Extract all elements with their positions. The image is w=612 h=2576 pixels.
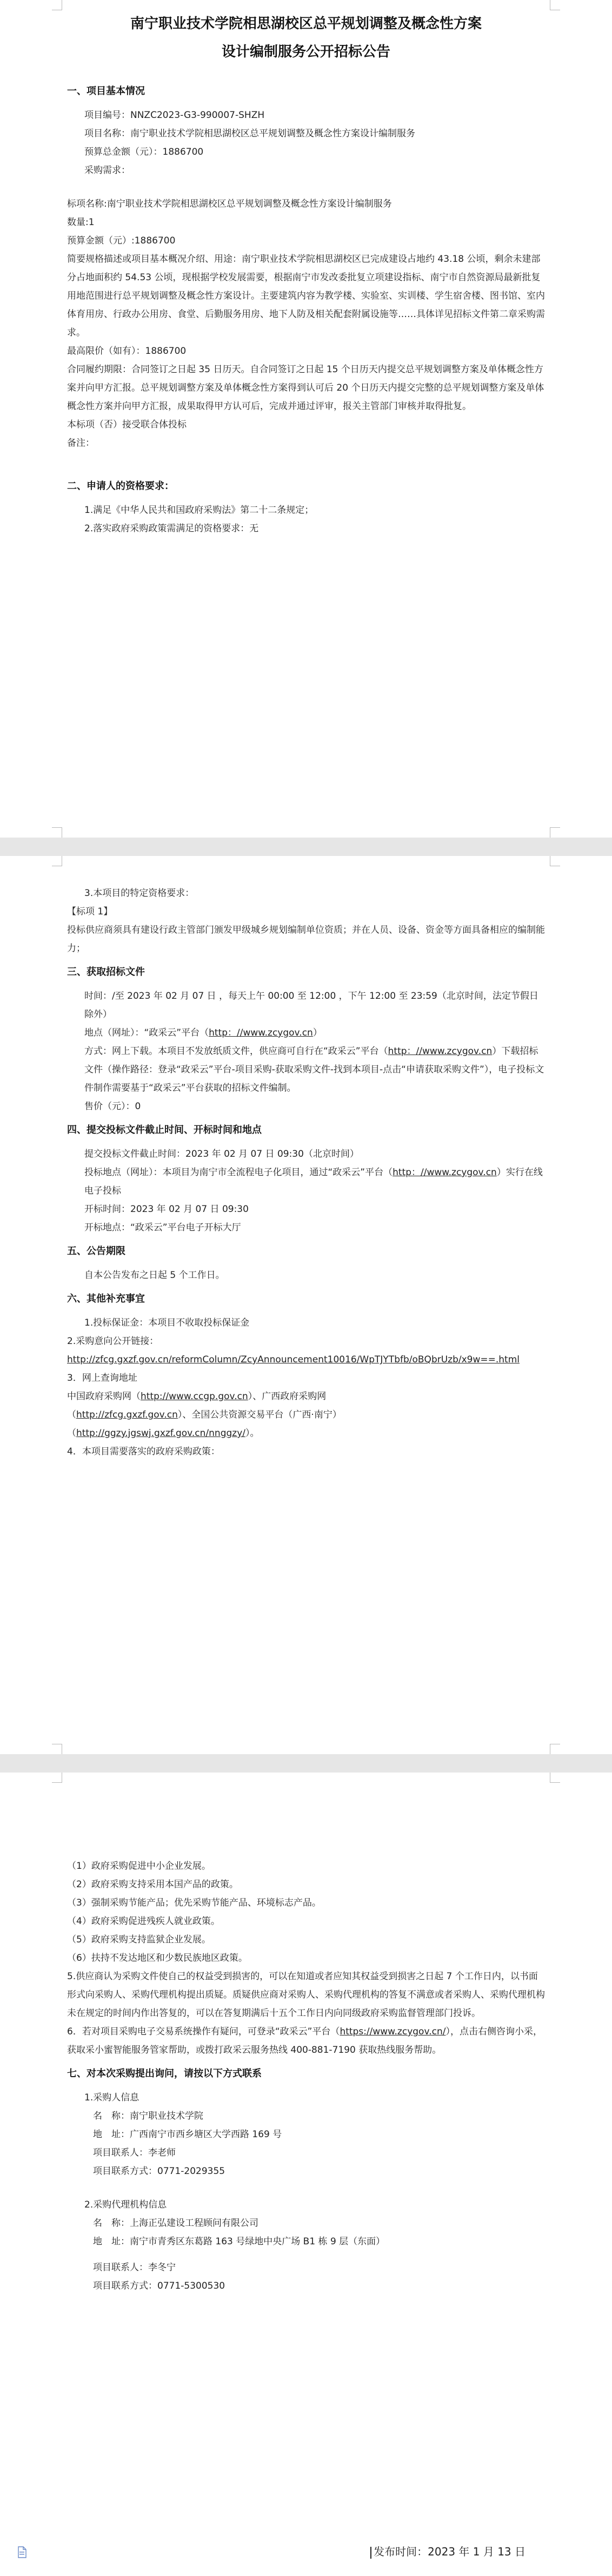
buyer-address: 地 址：广西南宁市西乡塘区大学西路 169 号 <box>93 2129 282 2140</box>
publish-time-text: 发布时间：2023 年 1 月 13 日 <box>374 2545 525 2558</box>
zcygov-link[interactable]: http：//www.zcygov.cn <box>388 1046 493 1057</box>
publish-time <box>370 2544 525 2559</box>
policy-item-1: （1）政府采购促进中小企业发展。 <box>67 1861 211 1872</box>
lot-tag: 【标项 1】 <box>67 906 113 917</box>
query-address-line-1: 中国政府采购网（http://www.ccgp.gov.cn）、广西政府采购网 <box>67 1391 327 1402</box>
submission-deadline: 提交投标文件截止时间：2023 年 02 月 07 日 09:30（北京时间） <box>84 1149 359 1159</box>
page-corner-mark <box>52 1744 62 1754</box>
agent-name: 名 称：上海正弘建设工程顾问有限公司 <box>93 2218 258 2229</box>
document-page-2 <box>0 856 612 1754</box>
section-5-heading: 五、公告期限 <box>67 1246 125 1257</box>
section-2-heading: 二、申请人的资格要求： <box>67 480 174 492</box>
page-corner-mark <box>52 856 62 866</box>
query-address-line-2: （http://zfcg.gxzf.gov.cn）、全国公共资源交易平台（广西·南宁） <box>67 1409 342 1420</box>
intention-link-row <box>67 1350 545 1369</box>
opening-place: 开标地点：“政采云”平台电子开标大厅 <box>84 1222 241 1233</box>
remark: 备注： <box>67 438 95 449</box>
buyer-info-title: 1.采购人信息 <box>84 2092 139 2103</box>
page-corner-mark <box>550 0 560 10</box>
zcygov-link[interactable]: http：//www.zcygov.cn <box>209 1027 313 1038</box>
policy-item-5: （5）政府采购支持监狱企业发展。 <box>67 1934 211 1945</box>
page-corner-mark <box>550 1744 560 1754</box>
lot-name: 标项名称:南宁职业技术学院相思湖校区总平规划调整及概念性方案设计编制服务 <box>67 199 392 209</box>
agent-info-title: 2.采购代理机构信息 <box>84 2199 167 2210</box>
text-cursor <box>370 2547 371 2559</box>
document-obtain-place: 地点（网址）：“政采云”平台（http：//www.zcygov.cn） <box>84 1027 322 1038</box>
consortium-note: 本标项（否）接受联合体投标 <box>67 419 187 430</box>
document-obtain-method: 方式：网上下载。本项目不发放纸质文件，供应商可自行在“政采云”平台（http：//www.zcygov.cn）下载招标文件（操作路径：登录“政采云”平台-项目采购-获取采购文件-找到本项目-点击“申请获取采购文件”），电子投标文件制作需要基于“政采云”平台获取的招标文件编制。 <box>84 1046 544 1093</box>
supplement-item-5: 5.供应商认为采购文件使自己的权益受到损害的，可以在知道或者应知其权益受到损害之日起 7 个工作日内，以书面形式向采购人、采购代理机构提出质疑。质疑供应商对采购人、采购代理机构的答复不满意或者采购人、采购代理机构未在规定的时间内作出答复的，可以在答复期满后十五个工作日内向同级政府采购监督管理部门投诉。 <box>67 1971 545 2019</box>
qualification-item-3: 3.本项目的特定资格要求： <box>84 888 195 899</box>
title-line-2: 设计编制服务公开招标公告 <box>221 44 390 60</box>
qualification-item-2: 2.落实政府采购政策需满足的资格要求：无 <box>84 523 259 534</box>
intention-link[interactable]: http://zfcg.gxzf.gov.cn/reformColumn/ZcyAnnouncement10016/WpTJYTbfb/oBQbrUzb/x9w==.html <box>67 1354 520 1365</box>
page-corner-mark <box>52 827 62 838</box>
supplement-item-6: 6．若对项目采购电子交易系统操作有疑问，可登录“政采云”平台（https://www.zcygov.cn/），点击右侧咨询小采，获取采小蜜智能服务管家帮助，或拨打政采云服务热线 400-881-7190 获取热线服务帮助。 <box>67 2026 542 2055</box>
lot-brief: 简要规格描述或项目基本概况介绍、用途：南宁职业技术学院相思湖校区已完成建设占地约 43.18 公顷，剩余未建部分占地面积约 54.53 公顷，现根据学校发展需要，根据南宁市发改委批复立项建设指标、南宁市自然资源局最新批复用地范围进行总平规划调整及概念性方案设计。主要建筑内容为教学楼、实验室、实训楼、学生宿舍楼、图书馆、室内体育用房、行政办公用房、食堂、后勤服务用房、地下人防及相关配套附属设施等……具体详见招标文件第二章采购需求。 <box>67 254 545 338</box>
policy-item-2: （2）政府采购支持采用本国产品的政策。 <box>67 1879 238 1890</box>
document-title <box>67 10 545 66</box>
supplement-item-4: 4．本项目需要落实的政府采购政策： <box>67 1446 220 1457</box>
supplement-item-2: 2.采购意向公开链接： <box>67 1336 159 1347</box>
zcygov-link[interactable]: https://www.zcygov.cn/ <box>340 2026 446 2037</box>
page-corner-mark <box>550 827 560 838</box>
opening-time: 开标时间：2023 年 02 月 07 日 09:30 <box>84 1204 249 1215</box>
section-6-heading: 六、其他补充事宜 <box>67 1293 145 1305</box>
query-address-line-3: （http://ggzy.jgswj.gxzf.gov.cn/nnggzy/）。 <box>67 1428 260 1439</box>
section-1-heading: 一、项目基本情况 <box>67 85 145 97</box>
supplement-item-3: 3．网上查询地址 <box>67 1373 137 1383</box>
page-corner-mark <box>550 1773 560 1783</box>
max-price: 最高限价（如有）：1886700 <box>67 346 187 357</box>
policy-item-6: （6）扶持不发达地区和少数民族地区政策。 <box>67 1953 248 1964</box>
qualification-item-1: 1.满足《中华人民共和国政府采购法》第二十二条规定； <box>84 505 314 516</box>
buyer-name: 名 称：南宁职业技术学院 <box>93 2111 203 2122</box>
title-line-1: 南宁职业技术学院相思湖校区总平规划调整及概念性方案 <box>130 16 482 32</box>
ggzy-link[interactable]: http://ggzy.jgswj.gxzf.gov.cn/nnggzy/ <box>76 1428 245 1439</box>
policy-item-4: （4）政府采购促进残疾人就业政策。 <box>67 1916 220 1927</box>
zcygov-link[interactable]: http：//www.zcygov.cn <box>393 1167 497 1178</box>
supplement-item-1: 1.投标保证金：本项目不收取投标保证金 <box>84 1317 250 1328</box>
document-file-icon[interactable] <box>17 2546 27 2558</box>
lot-budget: 预算金额（元）:1886700 <box>67 235 176 246</box>
budget-total: 预算总金额（元）：1886700 <box>84 147 204 157</box>
document-page-1 <box>0 0 612 838</box>
page-corner-mark <box>550 856 560 866</box>
page-corner-mark <box>52 1773 62 1783</box>
ccgp-link[interactable]: http://www.ccgp.gov.cn <box>141 1391 248 1402</box>
document-page-3 <box>0 1773 612 2576</box>
gxzf-link[interactable]: http://zfcg.gxzf.gov.cn <box>76 1409 178 1420</box>
lot-quantity: 数量:1 <box>67 217 95 228</box>
section-4-heading: 四、提交投标文件截止时间、开标时间和地点 <box>67 1124 262 1136</box>
project-number: 项目编号：NNZC2023-G3-990007-SHZH <box>84 110 265 121</box>
procurement-demand: 采购需求： <box>84 165 130 176</box>
agent-contact: 项目联系人：李冬宁 <box>93 2262 176 2273</box>
lot-special-requirement: 投标供应商须具有建设行政主管部门颁发甲级城乡规划编制单位资质；并在人员、设备、资金等方面具备相应的编制能力； <box>67 925 545 954</box>
contract-period: 合同履约期限：合同签订之日起 35 日历天。自合同签订之日起 15 个日历天内提交总平规划调整方案及单体概念性方案并向甲方汇报。总平规划调整方案及单体概念性方案得到认可后 20 个日历天内提交完整的总平规划调整方案及单体概念性方案并向甲方汇报，成果取得甲方认可后，完成并通过评审，报关主管部门审核并取得批复。 <box>67 364 544 412</box>
agent-phone: 项目联系方式：0771-5300530 <box>93 2281 225 2291</box>
page-corner-mark <box>52 0 62 10</box>
agent-address: 地 址：南宁市青秀区东葛路 163 号绿地中央广场 B1 栋 9 层（东面） <box>93 2236 385 2247</box>
buyer-contact: 项目联系人：李老师 <box>93 2147 176 2158</box>
project-name: 项目名称：南宁职业技术学院相思湖校区总平规划调整及概念性方案设计编制服务 <box>84 128 415 139</box>
announcement-period: 自本公告发布之日起 5 个工作日。 <box>84 1270 225 1281</box>
document-price: 售价（元）：0 <box>84 1101 141 1112</box>
document-obtain-time: 时间：/至 2023 年 02 月 07 日 ，每天上午 00:00 至 12:00 ，下午 12:00 至 23:59（北京时间，法定节假日除外） <box>84 991 538 1020</box>
submission-place: 投标地点（网址）：本项目为南宁市全流程电子化项目，通过“政采云”平台（http：//www.zcygov.cn）实行在线电子投标 <box>84 1167 543 1196</box>
section-3-heading: 三、获取招标文件 <box>67 966 145 978</box>
policy-item-3: （3）强制采购节能产品；优先采购节能产品、环境标志产品。 <box>67 1898 321 1908</box>
section-7-heading: 七、对本次采购提出询问，请按以下方式联系 <box>67 2068 262 2079</box>
buyer-phone: 项目联系方式：0771-2029355 <box>93 2166 225 2177</box>
